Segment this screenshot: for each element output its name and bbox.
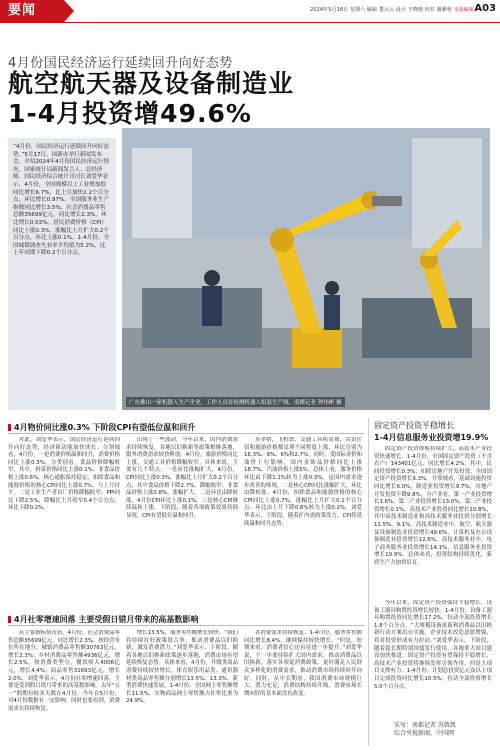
masthead-info xyxy=(310,6,474,13)
page-number: A03 xyxy=(474,3,496,14)
cpi-column-3-text: 多举措，飞机票、交通工具租赁费、宾馆住宿和旅游价格都出现不同程度上涨，环比分别为16.3%、9%、6%和2.7%。同时，受国际金价和油价上行影响，国内金饰品价格同比上涨18.7%，汽油价格上涨5%。总体上看，服务价格环比由下降1.1%转为上涨0.3%，是国内需求逐步改善的体现。二是核心CPI同比涨幅扩大，环比由降转涨。4月份，扣除食品和能源价格的核心CPI同比上涨0.7%，涨幅比上月扩大0.1个百分点；环比由上月下降0.6%转为上涨0.2%。刘爱华表示，下阶段，随着扩内需政策发力，CPI将延续温和回升态势。 xyxy=(244,437,362,527)
issue-info: 2024年5月18日 星期六 编辑 董云云 设计 王晓晴 校对 谢灏蓉 xyxy=(309,7,452,13)
kicker: 4月份国民经济运行延续回升向好态势 xyxy=(8,56,233,71)
cpi-column-1 xyxy=(8,437,120,615)
retail-section-rule xyxy=(8,625,364,626)
credit-reporter: 采写：南都记者 苏敦凯 xyxy=(394,722,456,729)
credit-source: 综合央视新闻、中国网 xyxy=(394,730,455,737)
cpi-section-head: 4月物价同比涨0.3% 下阶段CPI有望低位温和回升 xyxy=(8,422,195,433)
credit xyxy=(394,722,456,738)
invest-column-2 xyxy=(374,600,492,718)
masthead-rule xyxy=(0,22,500,23)
headline-line-1: 航空航天器及设备制造业 xyxy=(8,69,295,98)
column-divider xyxy=(368,418,369,746)
cpi-section-rule xyxy=(8,433,364,434)
retail-column-1-text: 从主要指标情况看，4月份，社会消费品零售总额35699亿元，同比增长2.3%。按经营单位所在地分，城镇消费品零售额30763亿元，增长2.3%；乡村消费品零售额4936亿元，增长2.5%。按消费类型分，餐饮收入4006亿元，增长4.4%；商品零售31693亿元，增长2.0%。刘爱华表示，4月份社零增速回落，主要是受到假日错月带来的高基数影响。去年“五一”假期有较多天数在4月份，今年在5月份，对4月份数据有一定影响。同时也要看到，消费需求在持续恢复。 xyxy=(8,630,120,712)
photo-caption: 广东佛山一家机器人生产企业，工作人员在检测机器人组装生产线。南都记者 钟伟彬 摄 xyxy=(126,397,345,407)
editor-tag: 本版编辑 xyxy=(453,7,474,13)
cpi-column-3 xyxy=(244,437,362,615)
cpi-column-2-text: 出现了一些波动。今年以来，国内消费需求持续恢复，各地以旧换新等政策相继落地，服务消费需求较快释放。4月份，旅游价格同比上涨，交通工具价格降幅收窄。具体来说，主要有几个特点：一是同比涨幅扩大，4月份，CPI同比上涨0.3%，涨幅比上月扩大0.2个百分点，其中食品价格下降2.7%，降幅收窄；非食品价格上涨0.8%，涨幅扩大。二是环比由降转涨，4月份CPI环比上涨0.1%。三是核心CPI继续温和上涨。下阶段，随着各项政策效果持续显现，CPI有望低位温和回升。 xyxy=(126,437,238,519)
cpi-column-1-text: 对此，刘爱华表示，国民经济运行延续回升向好态势，经济新动能加快成长。分领域看，4月份，一是消费价格温和回升，消费价格同比上涨0.3%。分类别看，食品价格降幅收窄，其中，鲜菜价格同比上涨0.1%；非食品价格上涨0.6%。核心通胀保持稳定，扣除食品和能源价格的核心CPI同比上涨0.7%，与上月持平。二是工业生产者出厂价格降幅收窄，PPI同比下降2.5%，降幅比上月收窄0.4个百分点，环比下降0.2%。 xyxy=(8,437,120,512)
headline-line-2: 1-4月投资增49.6% xyxy=(8,99,252,128)
robot-arm-illustration xyxy=(122,128,490,410)
invest-column-2-text: 今年以来，固定资产投资保持平稳增长，设备工器具购置投资增长较快。1-4月份，设备工器具购置投资同比增长17.2%，拉动全部投资增长1.8个百分点。“大规模设备更新和消费品以旧换新行动方案出台实施，企业技术改造意愿增强，将对投资形成有力拉动。”刘爱华表示，下阶段，随着超长期特别国债发行使用，各地重大项目建设加快推进，固定资产投资有望保持平稳增长，高技术产业投资将继续发挥引领作用。四是大项目支撑有力。1-4月份，计划总投资亿元及以上项目完成投资同比增长10.5%，拉动全部投资增长5.0个百分点。 xyxy=(374,600,492,690)
news-photo xyxy=(122,128,490,410)
masthead xyxy=(0,0,500,22)
invest-head-1: 固定资产投资平稳增长 xyxy=(374,421,454,430)
lead-paragraph: “4月份，国民经济运行延续回升向好态势。”5月17日，国新办举行新闻发布会，介绍2024年4月份国民经济运行情况。国家统计局新闻发言人、总经济师、国民经济综合统计司司长刘爱华表示，4月份，全国规模以上工业增加值同比增长6.7%，比上月加快2.2个百分点，环比增长0.97%。全国服务业生产指数同比增长3.5%，社会消费品零售总额35699亿元，同比增长2.3%，环比增长0.03%。居民消费价格（CPI）同比上涨0.3%，涨幅比上月扩大0.2个百分点，环比上涨0.1%。1-4月份，全国城镇调查失业率平均值为5.2%，比上年同期下降0.2个百分点。 xyxy=(8,138,116,410)
retail-column-3 xyxy=(244,630,362,745)
invest-column-1-text: 固定资产投资规模持续扩大，高技术产业投资快速增长。1-4月份，全国固定资产投资（不含农户）143401亿元，同比增长4.2%，其中，民间投资增长0.3%；扣除房地产开发投资，全国固定资产投资增长9.3%。分领域看，基础设施投资同比增长6.0%，制造业投资增长9.7%，房地产开发投资下降9.8%。分产业看，第一产业投资增长1.6%，第二产业投资增长13.0%，第三产业投资增长0.1%。高技术产业投资同比增长10.8%，其中高技术制造业和高技术服务业投资分别增长11.5%、9.1%。高技术制造业中，航空、航天器及设备制造业投资增长49.6%，计算机及办公设备制造业投资增长12.6%。高技术服务业中，电子商务服务业投资增长14.1%，信息服务业投资增长19.9%。总体来看，投资结构持续优化，新质生产力加快培育。 xyxy=(374,446,492,566)
invest-head-2: 1-4月信息服务业投资增19.9% xyxy=(374,433,489,442)
retail-column-1 xyxy=(8,630,120,745)
retail-column-2 xyxy=(126,630,238,745)
retail-column-3-text: 各消费需求持续恢复。1-4月份，服务零售额同比增长8.4%，继续保持较快增长。“但是，短期来看，消费者信心还有待进一步提升。”刘爱华说，下一步要持续扩大国内需求，推动消费品以旧换新，落实各项促消费政策，更好满足人民群众多样化的消费需求，推动消费市场持续回升向好。同时，从中长期看，我国消费市场规模巨大、潜力充足，消费结构持续升级，消费市场长期向好的基本面没有改变。 xyxy=(244,630,362,697)
section-tag: 要闻 xyxy=(0,0,64,22)
retail-section-head: 4月社零增速回落 主要受假日错月带来的高基数影响 xyxy=(8,614,198,625)
retail-column-2-text: 增长13.5%，服务零售额增长较快。“我们将持续打好政策组合拳，推动消费品以旧换新，激发消费潜力。”刘爱华表示，下阶段，随着各地以旧换新政策逐步落地，消费市场有望延续恢复态势。具体来看，4月份，升级类商品消费持续较快增长，体育娱乐用品类、通讯器材类商品零售额分别增长13.5%、13.3%。新型消费快速发展，1-4月份，全国网上零售额增长11.5%，实物商品网上零售额占社零比重为24.9%。 xyxy=(126,630,238,705)
invest-column-1 xyxy=(374,446,492,598)
cpi-column-2 xyxy=(126,437,238,615)
